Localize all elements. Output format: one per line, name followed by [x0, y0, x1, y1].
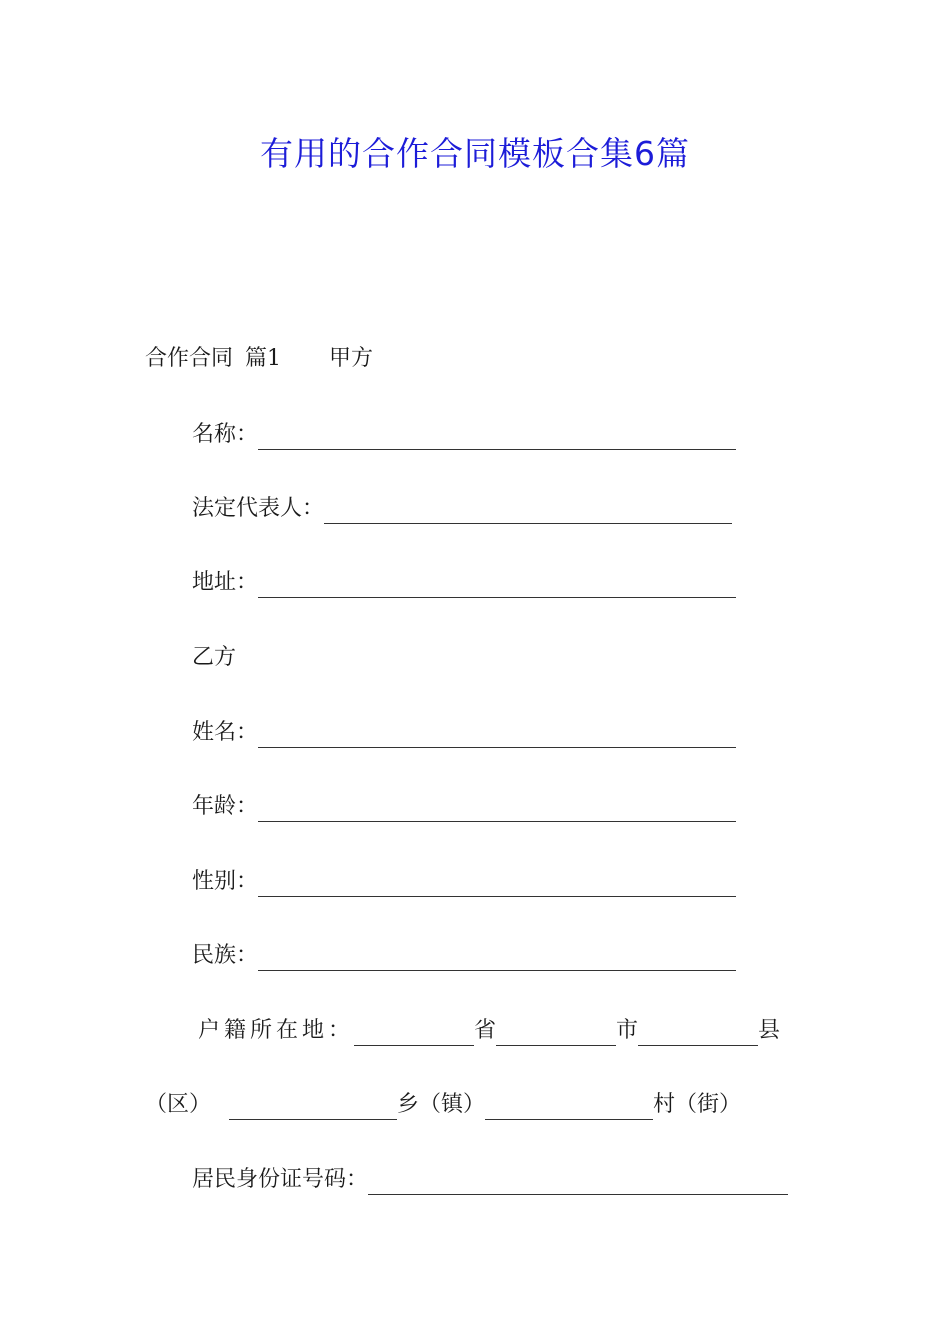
- ethnicity-blank[interactable]: [258, 948, 736, 971]
- id-number-row: [192, 1165, 788, 1195]
- section-number: 篇1: [245, 346, 282, 371]
- gender-blank[interactable]: [258, 874, 736, 897]
- party-a-heading: 甲方: [329, 346, 374, 371]
- party-b-name-blank[interactable]: [258, 725, 736, 748]
- id-number-blank[interactable]: [368, 1172, 788, 1195]
- age-label: 年龄：: [192, 794, 259, 819]
- id-number-label: 居民身份证号码：: [192, 1167, 369, 1192]
- township-blank[interactable]: [485, 1097, 653, 1120]
- legal-rep-label: 法定代表人：: [192, 496, 325, 521]
- county-label: 县: [758, 1018, 781, 1043]
- age-row: [192, 792, 736, 822]
- document-title: 有用的合作合同模板合集6篇: [260, 134, 690, 173]
- gender-label: 性别：: [192, 869, 259, 894]
- province-label: 省: [474, 1018, 497, 1043]
- ethnicity-row: [192, 941, 736, 971]
- village-label: 村（街）: [653, 1092, 742, 1117]
- city-blank[interactable]: [496, 1023, 616, 1046]
- age-blank[interactable]: [258, 799, 736, 822]
- district-row: [145, 1090, 741, 1120]
- household-label: 户籍所在地：: [198, 1018, 355, 1043]
- party-a-name-blank[interactable]: [258, 427, 736, 450]
- section-label: 合作合同: [145, 346, 234, 371]
- party-a-address-label: 地址：: [192, 570, 259, 595]
- city-label: 市: [616, 1018, 639, 1043]
- district-blank[interactable]: [229, 1097, 397, 1120]
- ethnicity-label: 民族：: [192, 943, 259, 968]
- party-a-name-label: 名称：: [192, 422, 259, 447]
- county-blank[interactable]: [638, 1023, 758, 1046]
- district-label: （区）: [145, 1092, 212, 1117]
- party-b-heading: 乙方: [192, 645, 237, 670]
- section-heading: [145, 344, 373, 374]
- party-a-address-blank[interactable]: [258, 575, 736, 598]
- household-row: [198, 1016, 780, 1046]
- party-a-name-row: [192, 420, 736, 450]
- party-b-name-label: 姓名：: [192, 720, 259, 745]
- township-label: 乡（镇）: [397, 1092, 486, 1117]
- province-blank[interactable]: [354, 1023, 474, 1046]
- legal-rep-blank[interactable]: [324, 501, 732, 524]
- party-a-address-row: [192, 568, 736, 598]
- party-b-name-row: [192, 718, 736, 748]
- gender-row: [192, 867, 736, 897]
- legal-rep-row: [192, 494, 732, 524]
- party-b-heading-row: [192, 643, 236, 673]
